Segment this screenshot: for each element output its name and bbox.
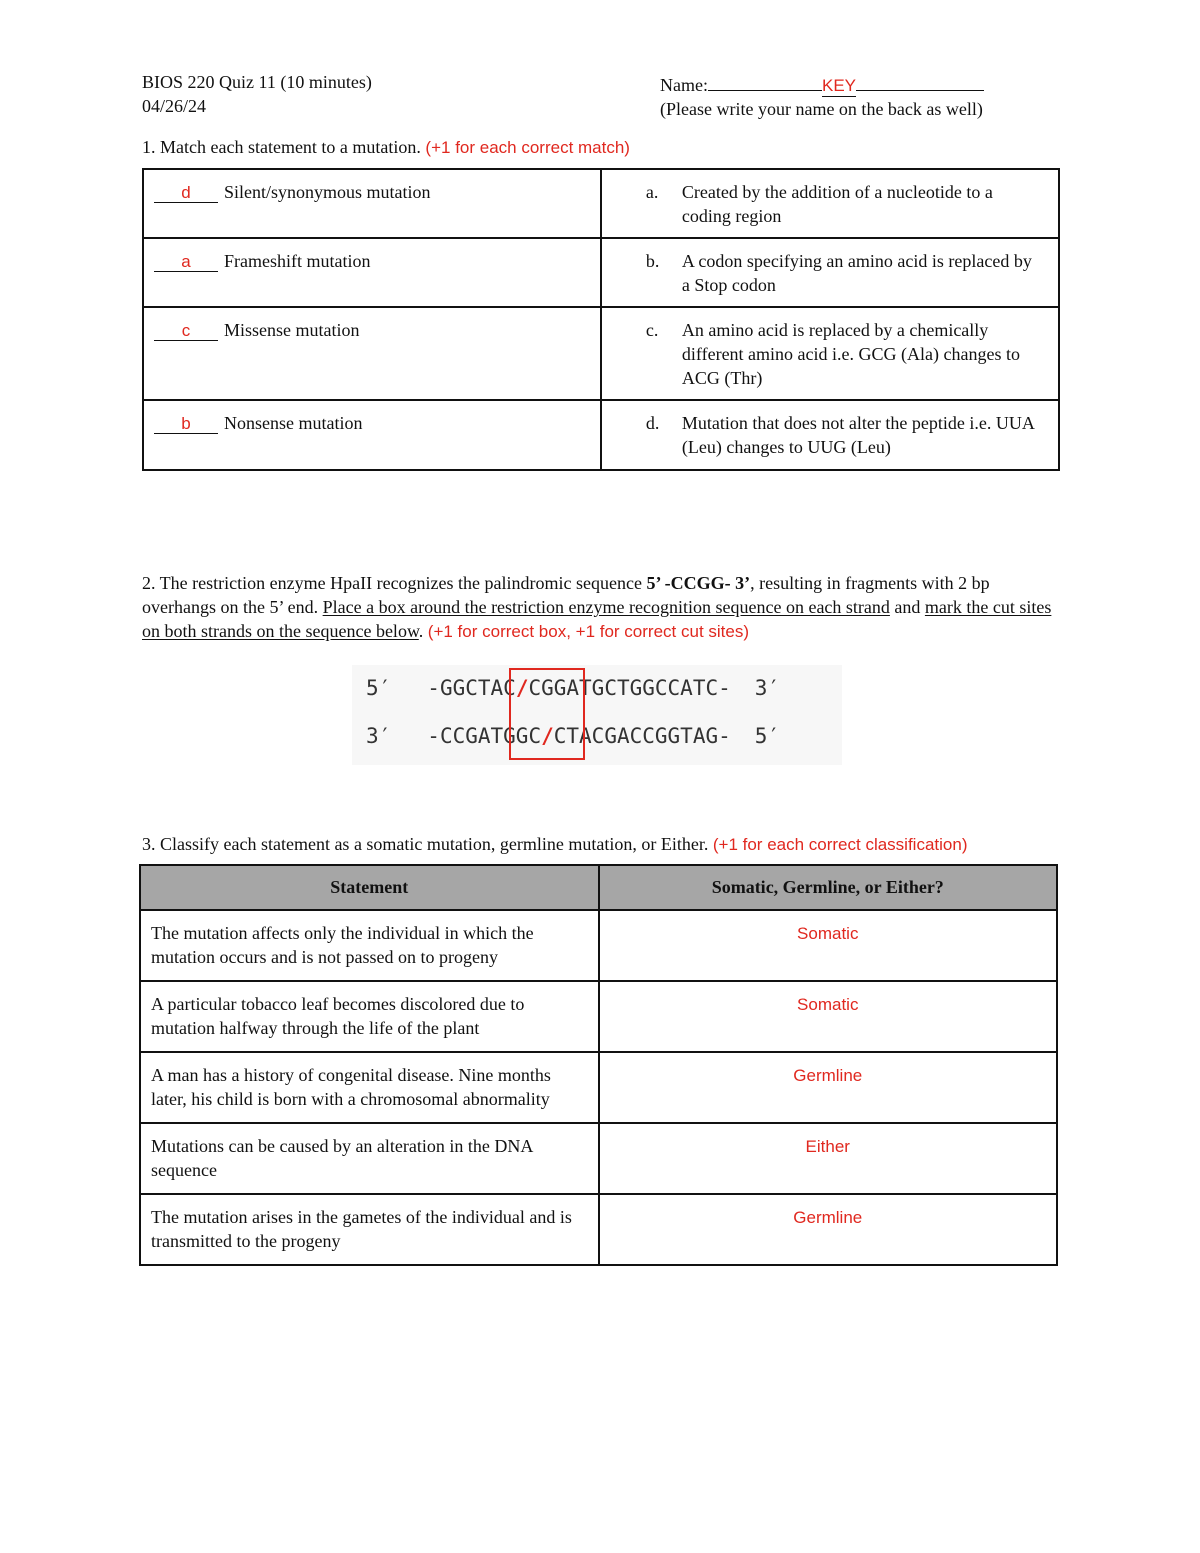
name-value: KEY bbox=[821, 76, 857, 95]
q1-letter: a. bbox=[645, 182, 659, 202]
q3-row bbox=[140, 1052, 1057, 1123]
q1-term-cell bbox=[143, 238, 601, 307]
q1-row bbox=[143, 400, 1059, 470]
q3-statement: Mutations can be caused by an alteration in the DNA sequence bbox=[140, 1123, 599, 1194]
q1-definition-cell bbox=[601, 400, 1059, 470]
name-note: (Please write your name on the back as well) bbox=[660, 99, 983, 119]
q3-answer: Somatic bbox=[797, 924, 859, 943]
q1-answer-blank[interactable] bbox=[154, 414, 218, 434]
top-strand-5-end: 5′ bbox=[366, 676, 392, 700]
name-blank-left bbox=[708, 70, 822, 91]
q3-col-answer: Somatic, Germline, or Either? bbox=[599, 865, 1058, 910]
q1-term: Frameshift mutation bbox=[224, 251, 371, 271]
top-strand-left: -GGCTAC bbox=[427, 676, 516, 700]
q1-answer: b bbox=[181, 414, 191, 433]
q2-points: (+1 for correct box, +1 for correct cut sites) bbox=[427, 622, 750, 641]
q1-definition-cell bbox=[601, 307, 1059, 400]
q1-prompt-line bbox=[142, 135, 630, 160]
q3-row bbox=[140, 981, 1057, 1052]
q3-classification-table bbox=[139, 864, 1058, 1266]
q1-definition: An amino acid is replaced by a chemically different amino acid i.e. GCG (Ala) changes to ACG (Thr) bbox=[681, 320, 1020, 388]
q1-match-table bbox=[142, 168, 1060, 471]
q3-row bbox=[140, 1123, 1057, 1194]
q1-row bbox=[143, 169, 1059, 238]
q1-term: Silent/synonymous mutation bbox=[224, 182, 431, 202]
q3-prompt: 3. Classify each statement as a somatic mutation, germline mutation, or Either. bbox=[142, 834, 709, 854]
q1-points: (+1 for each correct match) bbox=[425, 138, 630, 157]
q2-instruction-cut: mark the cut sites on both strands on the sequence below bbox=[142, 597, 1052, 641]
q3-answer-cell[interactable] bbox=[599, 981, 1058, 1052]
q2-recognition-sequence: 5’ -CCGG- 3’ bbox=[646, 573, 751, 593]
q1-prompt: 1. Match each statement to a mutation. bbox=[142, 137, 421, 157]
q1-answer-blank[interactable] bbox=[154, 321, 218, 341]
q3-answer: Either bbox=[805, 1137, 850, 1156]
q3-answer: Somatic bbox=[797, 995, 859, 1014]
q1-row bbox=[143, 307, 1059, 400]
bottom-strand-3-end: 3′ bbox=[366, 724, 392, 748]
name-line bbox=[660, 70, 984, 97]
q3-answer-cell[interactable] bbox=[599, 1194, 1058, 1265]
bottom-strand-5-end: 5′ bbox=[754, 724, 781, 748]
q3-answer-cell[interactable] bbox=[599, 1052, 1058, 1123]
q1-letter: c. bbox=[645, 320, 659, 340]
q3-header-row bbox=[140, 865, 1057, 910]
q1-definition: Created by the addition of a nucleotide to a coding region bbox=[681, 182, 993, 226]
top-strand-right: CGGATGCTGGCCATC- bbox=[528, 676, 731, 700]
q1-term-cell bbox=[143, 169, 601, 238]
name-label: Name: bbox=[660, 75, 708, 95]
q2-text-and: and bbox=[889, 597, 925, 617]
q1-definition: Mutation that does not alter the peptide i.e. UUA (Leu) changes to UUG (Leu) bbox=[681, 413, 1034, 457]
q1-letter: d. bbox=[645, 413, 660, 433]
q3-points: (+1 for each correct classification) bbox=[712, 835, 968, 854]
name-blank-right bbox=[856, 70, 984, 91]
q2-text-mid: , resulting in fragments with 2 bp overhangs on the 5’ end. bbox=[142, 573, 990, 617]
q2-instruction-box: Place a box around the restriction enzyme recognition sequence on each strand bbox=[322, 597, 890, 617]
q3-row bbox=[140, 1194, 1057, 1265]
q1-term-cell bbox=[143, 400, 601, 470]
quiz-header-left bbox=[142, 70, 372, 118]
q1-row bbox=[143, 238, 1059, 307]
quiz-date: 04/26/24 bbox=[142, 96, 207, 116]
q3-statement: A man has a history of congenital disease. Nine months later, his child is born with a chromosomal abnormality bbox=[140, 1052, 599, 1123]
q1-answer: d bbox=[181, 183, 191, 202]
q3-col-statement: Statement bbox=[140, 865, 599, 910]
bottom-strand-right: CTACGACCGGTAG- bbox=[553, 724, 731, 748]
q3-row bbox=[140, 910, 1057, 981]
q1-term: Missense mutation bbox=[224, 320, 360, 340]
q1-answer-blank[interactable] bbox=[154, 183, 218, 203]
q1-answer: a bbox=[181, 252, 191, 271]
course-title: BIOS 220 Quiz 11 (10 minutes) bbox=[142, 72, 372, 92]
q3-statement: The mutation arises in the gametes of the individual and is transmitted to the progeny bbox=[140, 1194, 599, 1265]
top-strand-cut-mark[interactable]: / bbox=[515, 676, 529, 700]
q1-term: Nonsense mutation bbox=[224, 413, 363, 433]
q3-answer-cell[interactable] bbox=[599, 910, 1058, 981]
q1-answer: c bbox=[181, 321, 191, 340]
q3-answer: Germline bbox=[793, 1208, 863, 1227]
top-strand-3-end: 3′ bbox=[754, 676, 781, 700]
q3-answer: Germline bbox=[793, 1066, 863, 1085]
quiz-header-right bbox=[660, 70, 984, 121]
q1-definition: A codon specifying an amino acid is replaced by a Stop codon bbox=[681, 251, 1032, 295]
q1-definition-cell bbox=[601, 238, 1059, 307]
q3-statement: The mutation affects only the individual in which the mutation occurs and is not passed on to progeny bbox=[140, 910, 599, 981]
q2-text-end: . bbox=[418, 621, 424, 641]
q3-statement: A particular tobacco leaf becomes discolored due to mutation halfway through the life of the plant bbox=[140, 981, 599, 1052]
recognition-sequence-box[interactable] bbox=[509, 668, 585, 760]
q1-definition-cell bbox=[601, 169, 1059, 238]
q3-answer-cell[interactable] bbox=[599, 1123, 1058, 1194]
q1-term-cell bbox=[143, 307, 601, 400]
q3-prompt-line bbox=[142, 832, 968, 857]
q2-prompt bbox=[142, 571, 1062, 644]
q2-text-start: 2. The restriction enzyme HpaII recognizes the palindromic sequence bbox=[142, 573, 647, 593]
bottom-strand-cut-mark[interactable]: / bbox=[541, 724, 554, 748]
q1-answer-blank[interactable] bbox=[154, 252, 218, 272]
bottom-strand-left: -CCGATGGC bbox=[427, 724, 542, 748]
q1-letter: b. bbox=[645, 251, 660, 271]
